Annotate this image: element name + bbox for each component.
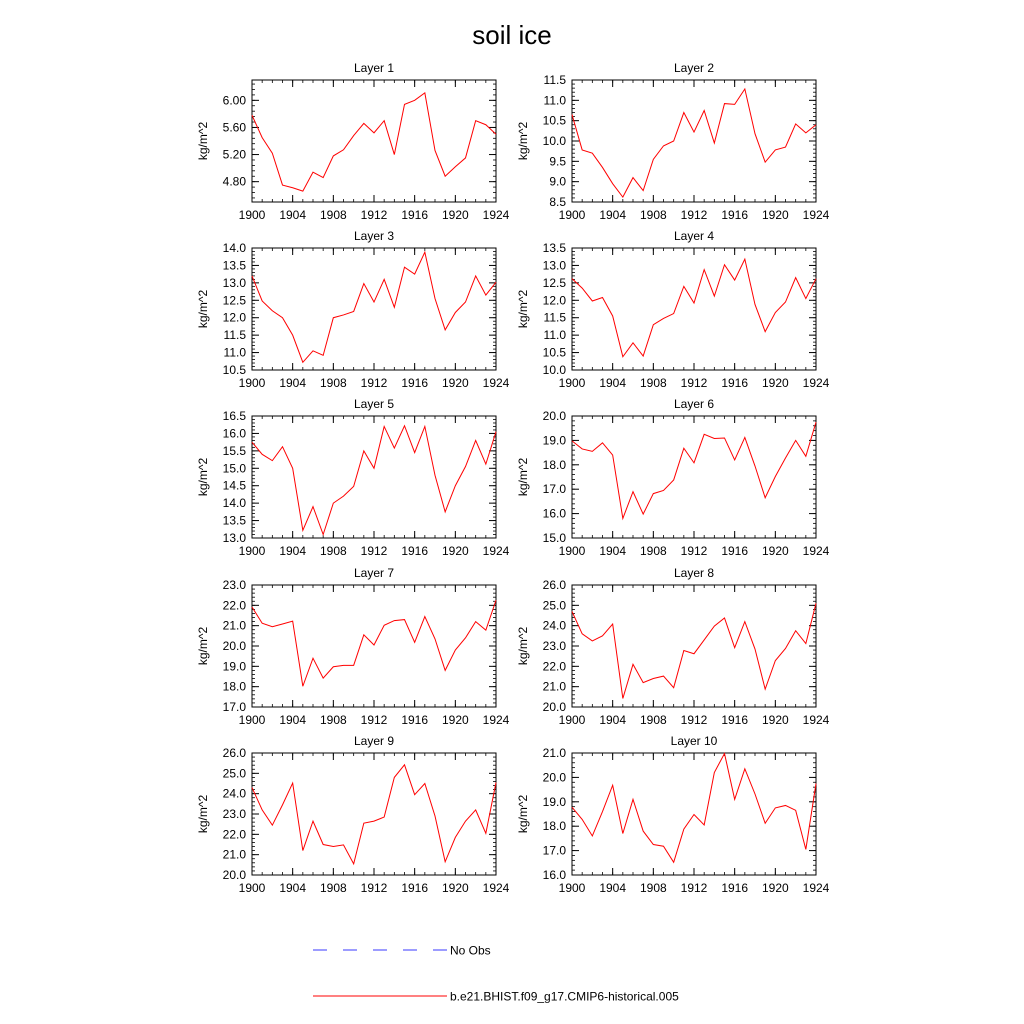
y-tick-label: 22.0 <box>542 659 566 674</box>
y-tick-label: 21.0 <box>542 746 566 760</box>
x-tick-label: 1912 <box>360 376 388 390</box>
x-tick-label: 1900 <box>238 713 266 727</box>
y-tick-label: 17.0 <box>222 700 246 714</box>
y-tick-label: 9.0 <box>549 174 566 189</box>
x-tick-label: 1916 <box>401 713 429 727</box>
y-tick-label: 11.5 <box>223 328 246 343</box>
x-tick-label: 1916 <box>721 713 749 727</box>
y-axis-label: kg/m^2 <box>196 457 210 497</box>
x-tick-label: 1912 <box>680 713 708 727</box>
legend-label-no-obs: No Obs <box>450 943 491 958</box>
y-tick-label: 26.0 <box>542 578 566 592</box>
y-axis-label: kg/m^2 <box>196 289 210 329</box>
x-tick-label: 1912 <box>360 544 388 558</box>
y-tick-label: 19.0 <box>542 433 566 448</box>
y-tick-label: 4.80 <box>222 174 246 189</box>
x-tick-label: 1912 <box>360 208 388 222</box>
x-tick-label: 1920 <box>441 376 469 390</box>
x-tick-label: 1912 <box>680 376 708 390</box>
series-line <box>252 765 496 864</box>
panels <box>196 61 830 895</box>
x-tick-label: 1924 <box>802 376 830 390</box>
panel-1 <box>196 61 510 222</box>
x-tick-label: 1920 <box>761 208 789 222</box>
legend <box>313 944 679 1004</box>
y-tick-label: 14.0 <box>222 496 246 511</box>
x-tick-label: 1904 <box>279 544 307 558</box>
x-tick-label: 1920 <box>761 713 789 727</box>
x-tick-label: 1924 <box>482 713 510 727</box>
y-tick-label: 10.0 <box>542 363 566 377</box>
panel-title: Layer 1 <box>353 61 395 75</box>
y-tick-label: 5.60 <box>222 120 246 135</box>
plot-frame <box>252 753 496 875</box>
y-tick-label: 24.0 <box>542 618 566 633</box>
y-tick-label: 24.0 <box>222 786 246 801</box>
x-tick-label: 1908 <box>319 544 347 558</box>
x-tick-label: 1920 <box>761 376 789 390</box>
panel-7 <box>196 566 510 727</box>
panel-title: Layer 3 <box>353 229 395 243</box>
plot-frame <box>252 80 496 202</box>
y-tick-label: 13.5 <box>222 258 246 273</box>
x-tick-label: 1908 <box>319 881 347 895</box>
x-tick-label: 1904 <box>279 208 307 222</box>
x-tick-label: 1900 <box>238 376 266 390</box>
panel-9 <box>196 734 510 895</box>
y-tick-label: 11.0 <box>543 328 566 343</box>
y-tick-label: 15.0 <box>222 461 246 476</box>
series-line <box>572 603 816 698</box>
plot-frame <box>572 416 816 538</box>
x-tick-label: 1916 <box>401 208 429 222</box>
y-axis-label: kg/m^2 <box>516 457 530 497</box>
y-tick-label: 18.0 <box>542 819 566 834</box>
y-tick-label: 23.0 <box>222 578 246 592</box>
y-tick-label: 8.5 <box>549 195 566 209</box>
y-tick-label: 23.0 <box>222 807 246 821</box>
x-tick-label: 1900 <box>558 208 586 222</box>
y-axis-label: kg/m^2 <box>516 289 530 329</box>
y-tick-label: 18.0 <box>222 679 246 694</box>
panel-2 <box>516 61 830 222</box>
panel-title: Layer 9 <box>353 734 395 748</box>
y-tick-label: 13.5 <box>222 513 246 528</box>
x-tick-label: 1900 <box>238 881 266 895</box>
series-line <box>252 93 496 191</box>
y-axis-label: kg/m^2 <box>196 626 210 666</box>
y-tick-label: 21.0 <box>542 679 566 694</box>
x-tick-label: 1900 <box>238 544 266 558</box>
x-tick-label: 1924 <box>482 544 510 558</box>
y-tick-label: 20.0 <box>542 409 566 423</box>
y-axis-label: kg/m^2 <box>516 626 530 666</box>
panel-title: Layer 10 <box>670 734 718 748</box>
x-tick-label: 1904 <box>279 713 307 727</box>
y-tick-label: 17.0 <box>542 843 566 858</box>
x-tick-label: 1916 <box>401 544 429 558</box>
series-line <box>252 600 496 686</box>
x-tick-label: 1904 <box>599 544 627 558</box>
y-tick-label: 21.0 <box>222 847 246 862</box>
x-tick-label: 1916 <box>721 544 749 558</box>
y-tick-label: 25.0 <box>222 766 246 781</box>
x-tick-label: 1924 <box>482 208 510 222</box>
y-tick-label: 16.0 <box>222 426 246 441</box>
x-tick-label: 1924 <box>802 881 830 895</box>
series-line <box>572 89 816 197</box>
panel-10 <box>516 734 830 895</box>
y-tick-label: 23.0 <box>542 639 566 653</box>
y-tick-label: 12.0 <box>222 310 246 325</box>
y-tick-label: 17.0 <box>542 482 566 497</box>
x-tick-label: 1920 <box>441 713 469 727</box>
x-tick-label: 1916 <box>401 881 429 895</box>
x-tick-label: 1908 <box>639 713 667 727</box>
y-axis-label: kg/m^2 <box>516 794 530 834</box>
panel-title: Layer 4 <box>673 229 715 243</box>
panel-title: Layer 7 <box>353 566 395 580</box>
x-tick-label: 1920 <box>761 881 789 895</box>
y-tick-label: 11.0 <box>223 345 246 360</box>
x-tick-label: 1912 <box>360 881 388 895</box>
x-tick-label: 1912 <box>360 713 388 727</box>
y-tick-label: 12.5 <box>222 293 246 308</box>
y-tick-label: 13.0 <box>222 275 246 290</box>
y-tick-label: 11.5 <box>543 73 566 87</box>
figure-title: soil ice <box>472 20 552 50</box>
x-tick-label: 1904 <box>279 376 307 390</box>
series-line <box>572 259 816 357</box>
x-tick-label: 1900 <box>558 544 586 558</box>
y-tick-label: 15.5 <box>222 443 246 458</box>
x-tick-label: 1916 <box>721 881 749 895</box>
panel-title: Layer 8 <box>673 566 715 580</box>
x-tick-label: 1900 <box>558 881 586 895</box>
x-tick-label: 1904 <box>599 376 627 390</box>
y-tick-label: 13.5 <box>542 241 566 255</box>
y-tick-label: 9.5 <box>549 154 566 169</box>
x-tick-label: 1924 <box>802 544 830 558</box>
y-tick-label: 13.0 <box>542 258 566 273</box>
x-tick-label: 1908 <box>639 544 667 558</box>
y-tick-label: 20.0 <box>222 868 246 882</box>
series-line <box>572 753 816 862</box>
y-axis-label: kg/m^2 <box>196 794 210 834</box>
y-tick-label: 20.0 <box>542 770 566 785</box>
y-tick-label: 10.5 <box>542 345 566 360</box>
y-tick-label: 12.0 <box>542 293 566 308</box>
y-tick-label: 16.0 <box>542 868 566 882</box>
y-tick-label: 19.0 <box>222 659 246 674</box>
y-tick-label: 14.5 <box>222 478 246 493</box>
y-tick-label: 6.00 <box>222 93 246 108</box>
y-tick-label: 19.0 <box>542 794 566 809</box>
y-tick-label: 5.20 <box>222 147 246 162</box>
y-tick-label: 10.0 <box>542 134 566 148</box>
panel-title: Layer 6 <box>673 397 715 411</box>
x-tick-label: 1916 <box>401 376 429 390</box>
x-tick-label: 1924 <box>802 208 830 222</box>
panel-8 <box>516 566 830 727</box>
y-tick-label: 14.0 <box>222 241 246 255</box>
plot-frame <box>572 80 816 202</box>
y-tick-label: 11.0 <box>543 93 566 108</box>
x-tick-label: 1916 <box>721 376 749 390</box>
y-tick-label: 15.0 <box>542 531 566 545</box>
x-tick-label: 1904 <box>599 208 627 222</box>
x-tick-label: 1924 <box>482 881 510 895</box>
y-tick-label: 20.0 <box>542 700 566 714</box>
plot-frame <box>572 585 816 707</box>
y-tick-label: 12.5 <box>542 275 566 290</box>
x-tick-label: 1920 <box>441 208 469 222</box>
legend-label-model: b.e21.BHIST.f09_g17.CMIP6-historical.005 <box>450 989 679 1004</box>
x-tick-label: 1904 <box>279 881 307 895</box>
panel-4 <box>516 229 830 390</box>
x-tick-label: 1916 <box>721 208 749 222</box>
x-tick-label: 1900 <box>238 208 266 222</box>
series-line <box>572 422 816 518</box>
panel-5 <box>196 397 510 558</box>
x-tick-label: 1920 <box>441 544 469 558</box>
y-axis-label: kg/m^2 <box>516 121 530 161</box>
x-tick-label: 1908 <box>319 376 347 390</box>
y-tick-label: 10.5 <box>542 113 566 128</box>
x-tick-label: 1900 <box>558 376 586 390</box>
plot-frame <box>252 585 496 707</box>
x-tick-label: 1920 <box>441 881 469 895</box>
series-line <box>252 426 496 535</box>
x-tick-label: 1908 <box>639 881 667 895</box>
panel-6 <box>516 397 830 558</box>
y-tick-label: 20.0 <box>222 639 246 653</box>
panel-title: Layer 2 <box>673 61 715 75</box>
x-tick-label: 1908 <box>319 208 347 222</box>
y-tick-label: 13.0 <box>222 531 246 545</box>
x-tick-label: 1904 <box>599 713 627 727</box>
x-tick-label: 1900 <box>558 713 586 727</box>
x-tick-label: 1904 <box>599 881 627 895</box>
x-tick-label: 1924 <box>482 376 510 390</box>
panel-title: Layer 5 <box>353 397 395 411</box>
panel-3 <box>196 229 510 390</box>
x-tick-label: 1912 <box>680 881 708 895</box>
y-tick-label: 21.0 <box>222 618 246 633</box>
y-tick-label: 16.0 <box>542 506 566 521</box>
y-tick-label: 22.0 <box>222 598 246 613</box>
y-tick-label: 16.5 <box>222 409 246 423</box>
x-tick-label: 1924 <box>802 713 830 727</box>
y-tick-label: 10.5 <box>222 363 246 377</box>
series-line <box>252 252 496 362</box>
x-tick-label: 1912 <box>680 544 708 558</box>
y-tick-label: 11.5 <box>543 310 566 325</box>
x-tick-label: 1908 <box>639 376 667 390</box>
y-tick-label: 25.0 <box>542 598 566 613</box>
x-tick-label: 1920 <box>761 544 789 558</box>
x-tick-label: 1908 <box>639 208 667 222</box>
x-tick-label: 1908 <box>319 713 347 727</box>
y-axis-label: kg/m^2 <box>196 121 210 161</box>
y-tick-label: 22.0 <box>222 827 246 842</box>
y-tick-label: 18.0 <box>542 457 566 472</box>
x-tick-label: 1912 <box>680 208 708 222</box>
y-tick-label: 26.0 <box>222 746 246 760</box>
